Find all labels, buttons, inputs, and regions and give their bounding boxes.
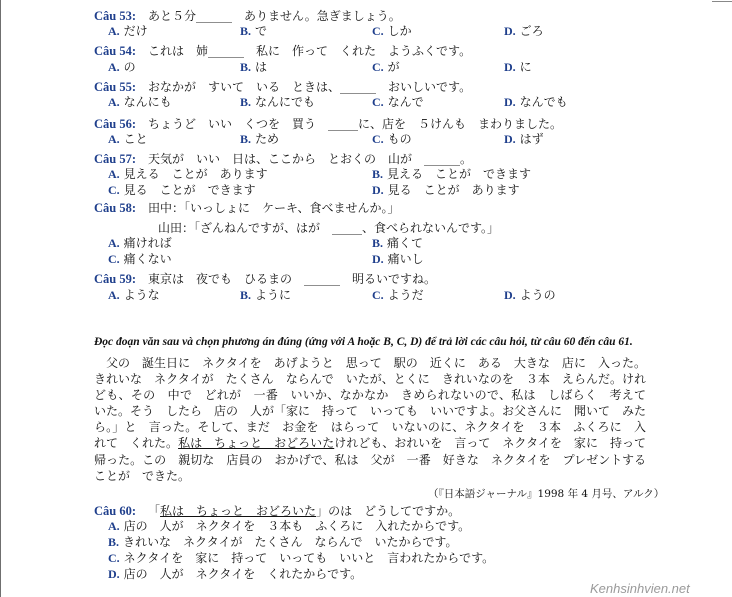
q60-option-b[interactable]: B. きれいな ネクタイが たくさん ならんで いたからです。 [108,535,458,549]
watermark: Kenhsinhvien.net [590,581,690,596]
question-54 [94,43,471,59]
q53-option-b[interactable]: B. で [240,24,268,38]
q55-option-d[interactable]: D. なんでも [504,95,568,109]
q58-option-c[interactable]: C. 痛くない [108,252,172,266]
q56-option-c[interactable]: C. もの [372,132,412,146]
q54-option-c[interactable]: C. が [372,60,400,74]
q59-option-d[interactable]: D. ようの [504,288,556,302]
question-55 [94,79,471,95]
question-stem: あと５分______ ありません。急ぎましょう。 [148,9,401,23]
q57-option-c[interactable]: C. 見る ことが できます [108,183,256,197]
question-stem: これは 姉______ 私に 作って くれた ようふくです。 [148,44,472,58]
q54-option-a[interactable]: A. の [108,60,136,74]
q53-option-c[interactable]: C. しか [372,24,412,38]
q60-option-a[interactable]: A. 店の 人が ネクタイを ３本も ふくろに 入れたからです。 [108,519,471,533]
q53-option-a[interactable]: A. だけ [108,24,148,38]
question-56 [94,116,562,132]
question-number: Câu 59: [94,272,137,286]
q55-option-a[interactable]: A. なんにも [108,95,172,109]
question-57 [94,151,472,167]
question-stem: ちょうど いい くつを 買う _____に、店を ５けんも まわりました。 [148,117,563,131]
question-60: Câu 60: 「私は ちょっと おどろいた」のは どうしてですか。 [94,504,461,518]
q56-option-d[interactable]: D. はず [504,132,544,146]
passage-source: （『日本語ジャーナル』1998 年 4 月号、アルク） [428,488,665,500]
page-left-border [0,0,1,597]
q54-option-d[interactable]: D. に [504,60,532,74]
q56-option-b[interactable]: B. ため [240,132,280,146]
q58-option-a[interactable]: A. 痛ければ [108,236,172,250]
question-number: Câu 54: [94,44,137,58]
q58-option-d[interactable]: D. 痛いし [372,252,424,266]
question-stem: 東京は 夜でも ひるまの ______ 明るいですね。 [148,272,437,286]
q53-option-d[interactable]: D. ごろ [504,24,544,38]
question-number: Câu 58: [94,201,137,215]
question-stem: 天気が いい 日は、ここから とおくの 山が ______。 [148,152,473,166]
reading-passage: 父の 誕生日に ネクタイを あげようと 思って 駅の 近くに ある 大きな 店に 入った。きれいな ネクタイが たくさん ならんで いたが、とくに きれいなのを ３本 えらんだ。けれども、その 中で どれが 一番 いいか、なかなか きめられないので、私は しばらく 考えて いた。そう したら 店の 人が「家に 持って いっても いいですよ。お父さんに 聞いて みたら。」と 言った。そして、まだ お金を はらって いないのに、ネクタイを ３本 ふくろに 入れて くれた。私は ちょっと おどろいたけれども、おれいを 言って ネクタイを 家に 持って 帰った。この 親切な 店員の おかげで、私は 父が 一番 好きな ネクタイを プレゼントする ことが できた。 [94,356,659,483]
q59-option-c[interactable]: C. ようだ [372,288,424,302]
question-53 [94,8,401,24]
q55-option-b[interactable]: B. なんにでも [240,95,316,109]
q59-option-a[interactable]: A. ような [108,288,160,302]
q59-option-b[interactable]: B. ように [240,288,292,302]
q57-option-b[interactable]: B. 見える ことが できます [372,167,532,181]
underlined-phrase: 私は ちょっと おどろいた [178,436,335,451]
q56-option-a[interactable]: A. こと [108,132,148,146]
q60-option-d[interactable]: D. 店の 人が ネクタイを くれたからです。 [108,567,363,581]
question-number: Câu 55: [94,80,137,94]
q57-option-a[interactable]: A. 見える ことが あります [108,167,268,181]
q58-option-b[interactable]: B. 痛くて [372,236,424,250]
question-number: Câu 56: [94,117,137,131]
question-58-dialogue-line: 山田：「ざんねんですが、はが _____、食べられないんです。」 [158,221,500,235]
question-number: Câu 57: [94,152,137,166]
question-number: Câu 53: [94,9,137,23]
page-corner-mark [712,1,732,6]
q57-option-d[interactable]: D. 見る ことが あります [372,183,520,197]
question-number: Câu 60: [94,504,137,518]
question-58 [94,200,400,216]
q55-option-c[interactable]: C. なんで [372,95,424,109]
q60-option-c[interactable]: C. ネクタイを 家に 持って いっても いいと 言われたからです。 [108,551,495,565]
question-stem: おなかが すいて いる ときは、______ おいしいです。 [148,80,472,94]
q54-option-b[interactable]: B. は [240,60,268,74]
reading-instruction: Đọc đoạn văn sau và chọn phương án đúng (ứng với A hoặc B, C, D) để trả lời các câu hỏi, từ câu 60 đến câu 61. [94,336,633,348]
question-stem: 田中：「いっしょに ケーキ、食べませんか。」 [148,201,400,215]
question-59 [94,271,436,287]
question-underlined-phrase: 私は ちょっと おどろいた [160,504,317,518]
